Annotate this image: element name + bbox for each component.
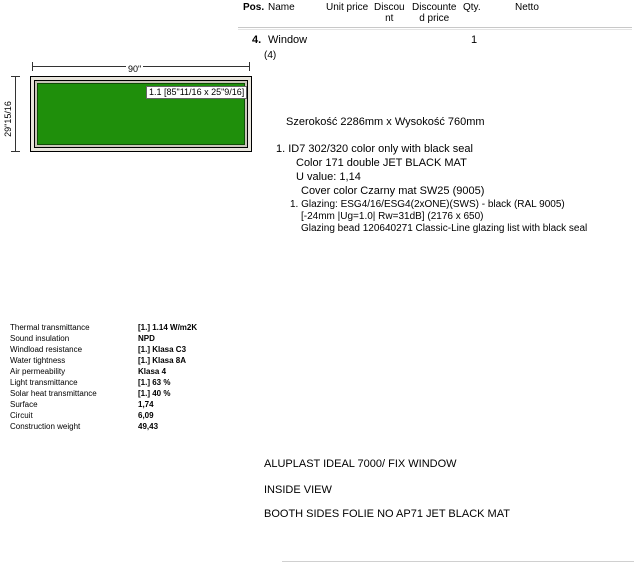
property-value: [1.] 40 % xyxy=(138,389,171,398)
header-netto: Netto xyxy=(515,2,539,13)
property-label: Surface xyxy=(10,400,38,409)
property-value: [1.] Klasa 8A xyxy=(138,356,187,365)
u-value: U value: 1,14 xyxy=(296,171,361,183)
header-pos: Pos. xyxy=(243,2,265,13)
glazing-detail: [-24mm |Ug=1.0| Rw=31dB] (2176 x 650) xyxy=(301,211,484,222)
property-value: 49,43 xyxy=(138,422,159,431)
header-divider-secondary xyxy=(238,29,632,30)
property-value: 6,09 xyxy=(138,411,154,420)
note-folie: BOOTH SIDES FOLIE NO AP71 JET BLACK MAT xyxy=(264,508,510,520)
position-number: 4. xyxy=(252,34,262,46)
header-discounted-line1: Discounte xyxy=(412,2,457,13)
property-value: [1.] 63 % xyxy=(138,378,171,387)
property-value: NPD xyxy=(138,334,155,343)
property-label: Construction weight xyxy=(10,422,81,431)
width-dimension-tick-left xyxy=(32,62,33,71)
property-value: Klasa 4 xyxy=(138,367,167,376)
glass-size-label: 1.1 [85"11/16 x 25"9/16] xyxy=(146,86,247,99)
glazing-bead: Glazing bead 120640271 Classic-Line glazing list with black seal xyxy=(301,223,588,234)
header-discounted-price xyxy=(412,2,456,24)
property-value: [1.] Klasa C3 xyxy=(138,345,187,354)
position-qty: 1 xyxy=(471,34,478,46)
header-unit-price: Unit price xyxy=(326,2,369,13)
height-dimension-tick-top xyxy=(11,76,20,77)
header-discount-line1: Discou xyxy=(374,2,405,13)
glazing-description: 1. Glazing: ESG4/16/ESG4(2xONE)(SWS) - black (RAL 9005) xyxy=(290,199,565,210)
header-divider xyxy=(238,27,632,28)
position-count: (4) xyxy=(264,50,277,61)
property-label: Solar heat transmittance xyxy=(10,389,97,398)
header-qty: Qty. xyxy=(463,2,481,13)
width-dimension-label: 90" xyxy=(128,64,142,74)
position-name: Window xyxy=(268,34,308,46)
width-dimension-tick-right xyxy=(249,62,250,71)
profile-description: 1. ID7 302/320 color only with black seal xyxy=(276,143,473,155)
cover-color: Cover color Czarny mat SW25 (9005) xyxy=(301,185,485,197)
header-discount xyxy=(374,2,405,24)
property-label: Thermal transmittance xyxy=(10,323,90,332)
property-label: Windload resistance xyxy=(10,345,83,354)
note-model: ALUPLAST IDEAL 7000/ FIX WINDOW xyxy=(264,458,457,470)
property-value: 1,74 xyxy=(138,400,154,409)
header-discount-line2: nt xyxy=(385,13,394,24)
header-name: Name xyxy=(268,2,295,13)
property-label: Water tightness xyxy=(10,356,66,365)
property-label: Air permeability xyxy=(10,367,66,376)
color-description: Color 171 double JET BLACK MAT xyxy=(296,157,467,169)
window-size: Szerokość 2286mm x Wysokość 760mm xyxy=(286,116,485,128)
height-dimension-line xyxy=(15,76,16,152)
header-discounted-line2: d price xyxy=(419,13,450,24)
height-dimension-label: 29"15/16 xyxy=(3,101,13,137)
property-label: Sound insulation xyxy=(10,334,70,343)
height-dimension-tick-bottom xyxy=(11,151,20,152)
footer-divider xyxy=(282,561,634,562)
property-label: Light transmittance xyxy=(10,378,78,387)
property-value: [1.] 1.14 W/m2K xyxy=(138,323,198,332)
property-label: Circuit xyxy=(10,411,33,420)
note-view: INSIDE VIEW xyxy=(264,484,332,496)
